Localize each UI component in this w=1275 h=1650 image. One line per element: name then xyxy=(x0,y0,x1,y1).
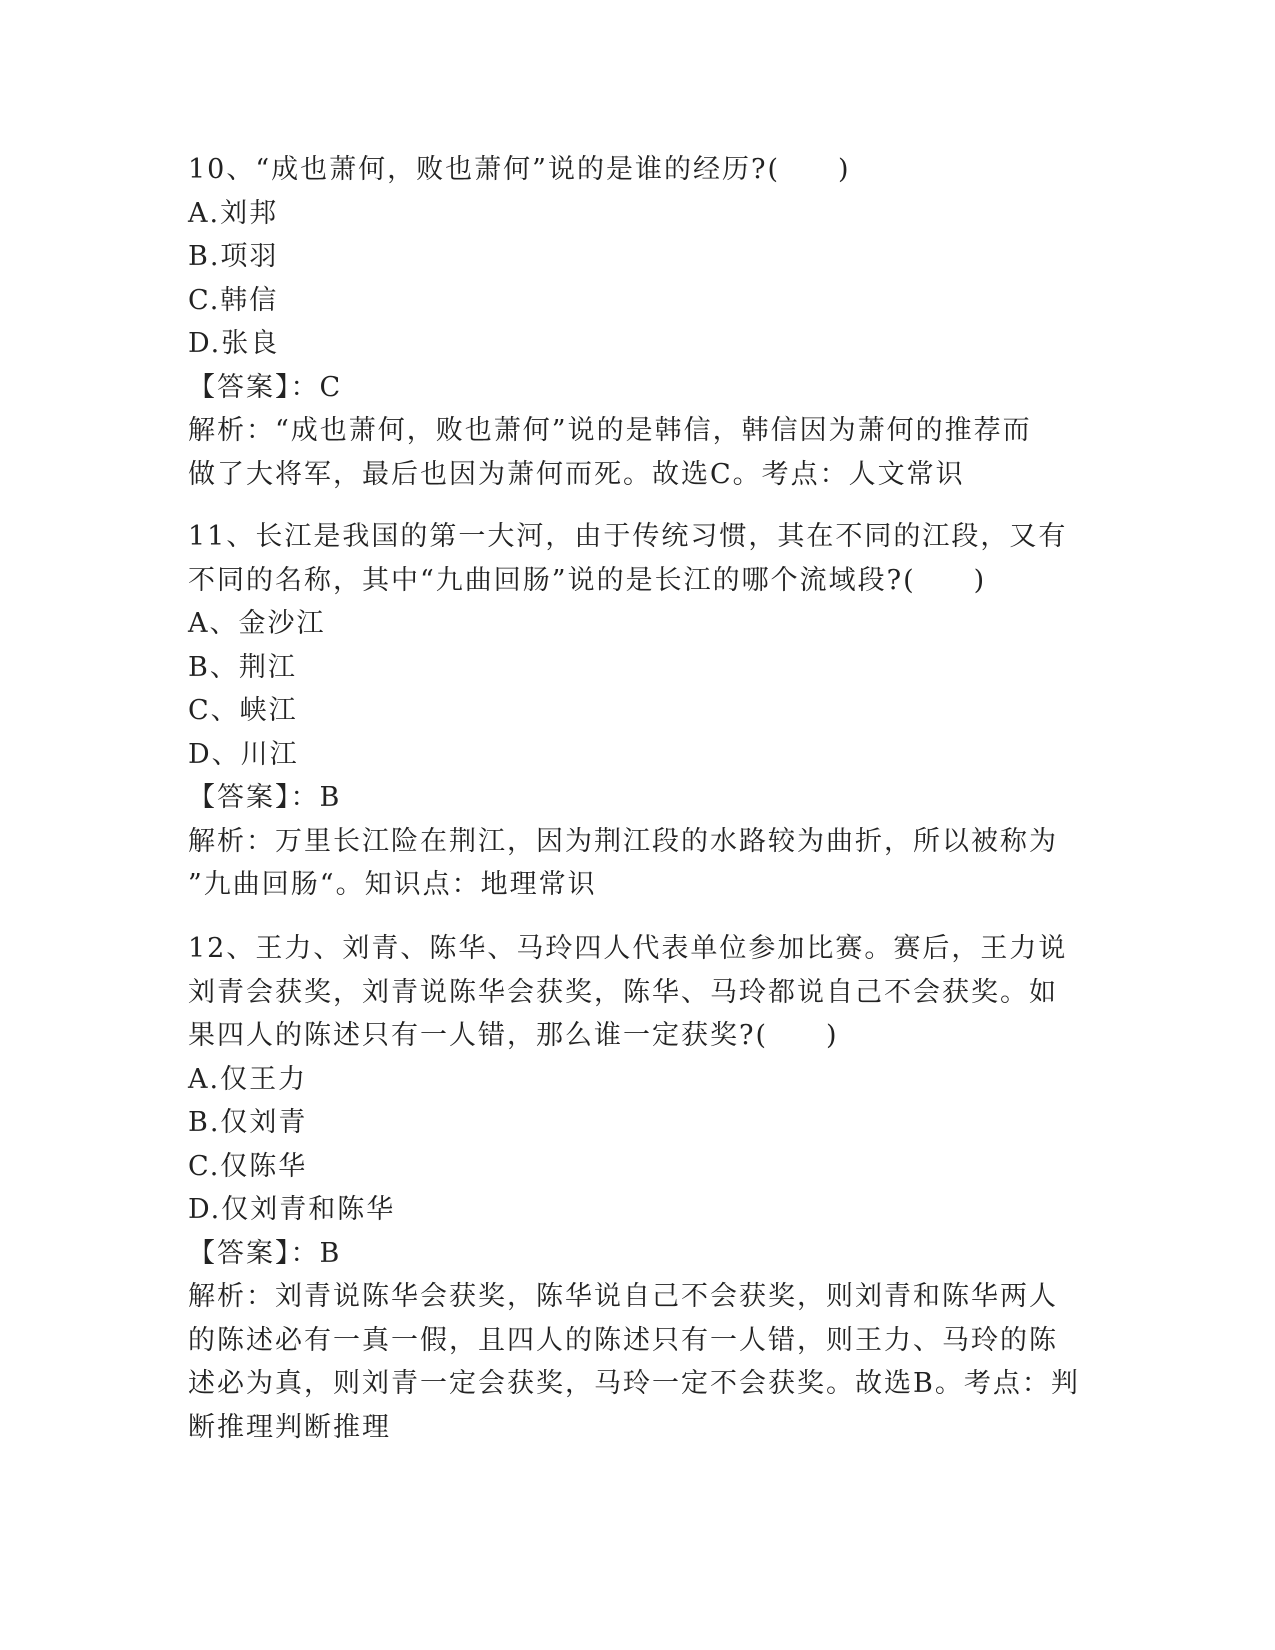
question-11 xyxy=(188,515,1088,907)
analysis-line: 断推理判断推理 xyxy=(188,1411,391,1443)
option-c: C.仅陈华 xyxy=(188,1150,308,1182)
question-stem: 刘青会获奖，刘青说陈华会获奖，陈华、马玲都说自己不会获奖。如 xyxy=(188,976,1058,1008)
analysis-line: 述必为真，则刘青一定会获奖，马玲一定不会获奖。故选B。考点：判 xyxy=(188,1368,1080,1399)
option-a: A.仅王力 xyxy=(188,1063,308,1095)
answer: 【答案】：C xyxy=(188,371,343,403)
option-d: D.仅刘青和陈华 xyxy=(188,1194,396,1225)
question-stem: 不同的名称，其中“九曲回肠”说的是长江的哪个流域段?( ) xyxy=(188,564,987,596)
question-stem: 果四人的陈述只有一人错，那么谁一定获奖?( ) xyxy=(188,1020,839,1051)
option-b: B、荆江 xyxy=(188,651,297,683)
option-b: B.项羽 xyxy=(188,241,279,272)
analysis-line: ”九曲回肠“。知识点：地理常识 xyxy=(188,869,597,900)
question-12 xyxy=(188,927,1088,1449)
question-10 xyxy=(188,148,1088,496)
option-c: C、峡江 xyxy=(188,695,298,726)
option-c: C.韩信 xyxy=(188,284,279,316)
option-d: D.张良 xyxy=(188,328,280,359)
answer: 【答案】：B xyxy=(188,782,342,813)
question-stem: 10、“成也萧何，败也萧何”说的是谁的经历?( ) xyxy=(188,154,851,185)
analysis-line: 做了大将军，最后也因为萧何而死。故选C。考点：人文常识 xyxy=(188,458,965,490)
option-d: D、川江 xyxy=(188,738,299,770)
analysis-line: 解析：刘青说陈华会获奖，陈华说自己不会获奖，则刘青和陈华两人 xyxy=(188,1281,1058,1312)
analysis-line: 的陈述必有一真一假，且四人的陈述只有一人错，则王力、马玲的陈 xyxy=(188,1324,1058,1356)
option-a: A、金沙江 xyxy=(188,608,326,639)
question-stem: 11、长江是我国的第一大河，由于传统习惯，其在不同的江段，又有 xyxy=(188,521,1068,552)
question-stem: 12、王力、刘青、陈华、马玲四人代表单位参加比赛。赛后，王力说 xyxy=(188,933,1068,964)
option-a: A.刘邦 xyxy=(188,197,279,229)
answer: 【答案】：B xyxy=(188,1237,342,1269)
analysis-line: 解析：“成也萧何，败也萧何”说的是韩信，韩信因为萧何的推荐而 xyxy=(188,415,1032,446)
option-b: B.仅刘青 xyxy=(188,1107,308,1138)
analysis-line: 解析：万里长江险在荆江，因为荆江段的水路较为曲折，所以被称为 xyxy=(188,825,1058,857)
